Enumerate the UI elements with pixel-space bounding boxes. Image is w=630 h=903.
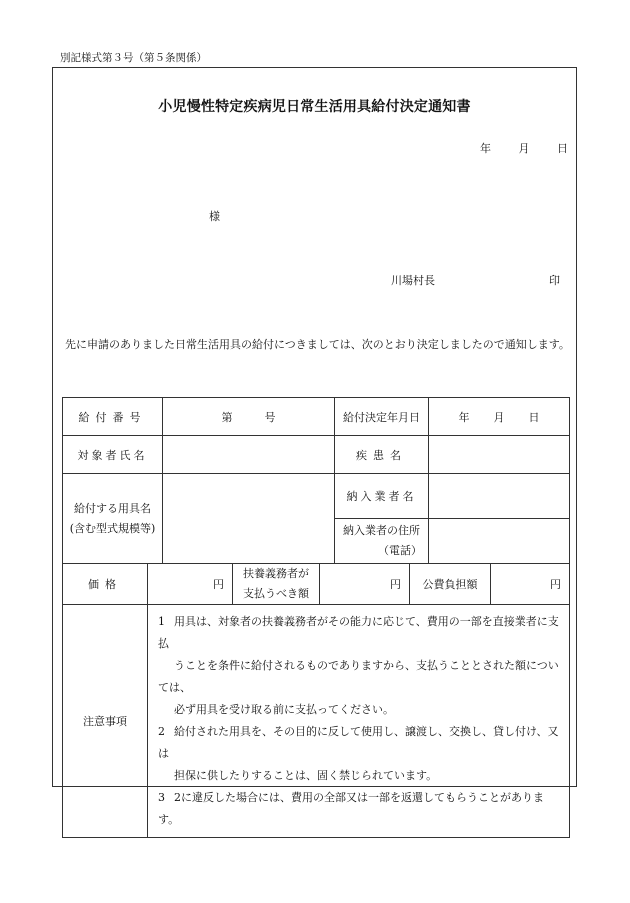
note-2: [158, 721, 561, 787]
subject-name-label: 対象者氏名: [63, 436, 163, 474]
note-2-line-2: 担保に供したりすることは、固く禁じられています。: [174, 769, 438, 782]
item-name-value: [163, 474, 335, 564]
decision-year: 年: [458, 410, 470, 424]
document-title: 小児慢性特定疾病児日常生活用具給付決定通知書: [158, 99, 471, 115]
guardian-payment-label: [233, 564, 320, 605]
note-2-line-1: 給付された用具を、その目的に反して使用し、譲渡し、交換し、貸し付け、又は: [158, 725, 559, 760]
grant-number-value: [163, 398, 335, 436]
date-day: 日: [557, 142, 568, 155]
lead-text: 先に申請のありました日常生活用具の給付につきましては、次のとおり決定しましたので通知します。: [65, 338, 570, 351]
note-1-line-2: うことを条件に給付されるものでありますから、支払うこととされた額については、: [158, 659, 559, 694]
guardian-payment-label-line2: 支払うべき額: [243, 587, 309, 600]
date-year: 年: [480, 142, 491, 155]
issuer-name: 川場村長: [391, 274, 435, 287]
public-burden-label: 公費負担額: [410, 564, 491, 605]
vendor-name-value: [429, 474, 570, 519]
notes-content: [148, 605, 570, 838]
guardian-payment-label-line1: 扶養義務者が: [243, 567, 309, 580]
item-name-label: [63, 474, 163, 564]
seal-mark: 印: [549, 274, 560, 287]
notes-label: 注意事項: [63, 605, 148, 838]
grant-number-dai: 第: [221, 410, 233, 424]
decision-month: 月: [493, 410, 505, 424]
form-reference: 別記様式第３号（第５条関係）: [60, 52, 207, 64]
notice-frame: [52, 67, 577, 826]
vendor-address-value: [429, 519, 570, 564]
note-1-line-3: 必ず用具を受け取る前に支払ってください。: [174, 703, 394, 716]
price-label: 価格: [63, 564, 148, 605]
item-name-label-line2: (含む型式規模等): [69, 521, 156, 535]
disease-value: [429, 436, 570, 474]
date-month: 月: [518, 142, 530, 155]
vendor-address-label-line2: （電話）: [378, 544, 423, 557]
grant-number-label: 給付番号: [63, 398, 163, 436]
note-1-number: 1: [158, 615, 165, 628]
vendor-address-label: [335, 519, 429, 564]
disease-label: 疾患名: [335, 436, 429, 474]
note-3-line-1: 2に違反した場合には、費用の全部又は一部を返還してもらうことがあります。: [158, 791, 544, 826]
note-2-number: 2: [158, 725, 165, 738]
issue-date: [480, 140, 568, 156]
note-1-line-1: 用具は、対象者の扶養義務者がその能力に応じて、費用の一部を直接業者に支払: [158, 615, 559, 650]
vendor-name-label: 納入業者名: [335, 474, 429, 519]
decision-date-value: [429, 398, 570, 436]
grant-number-go: 号: [264, 410, 276, 424]
recipient-suffix: 様: [209, 210, 220, 223]
note-1: [158, 611, 561, 721]
price-yen: 円: [148, 564, 233, 605]
decision-day: 日: [528, 410, 540, 424]
vendor-address-label-line1: 納入業者の住所: [343, 524, 421, 537]
note-3: [158, 787, 561, 831]
guardian-payment-yen: 円: [320, 564, 410, 605]
grant-details-table: [62, 397, 570, 838]
subject-name-value: [163, 436, 335, 474]
note-3-number: 3: [158, 791, 165, 804]
decision-date-label: 給付決定年月日: [335, 398, 429, 436]
public-burden-yen: 円: [491, 564, 570, 605]
item-name-label-line1: 給付する用具名: [74, 501, 151, 515]
